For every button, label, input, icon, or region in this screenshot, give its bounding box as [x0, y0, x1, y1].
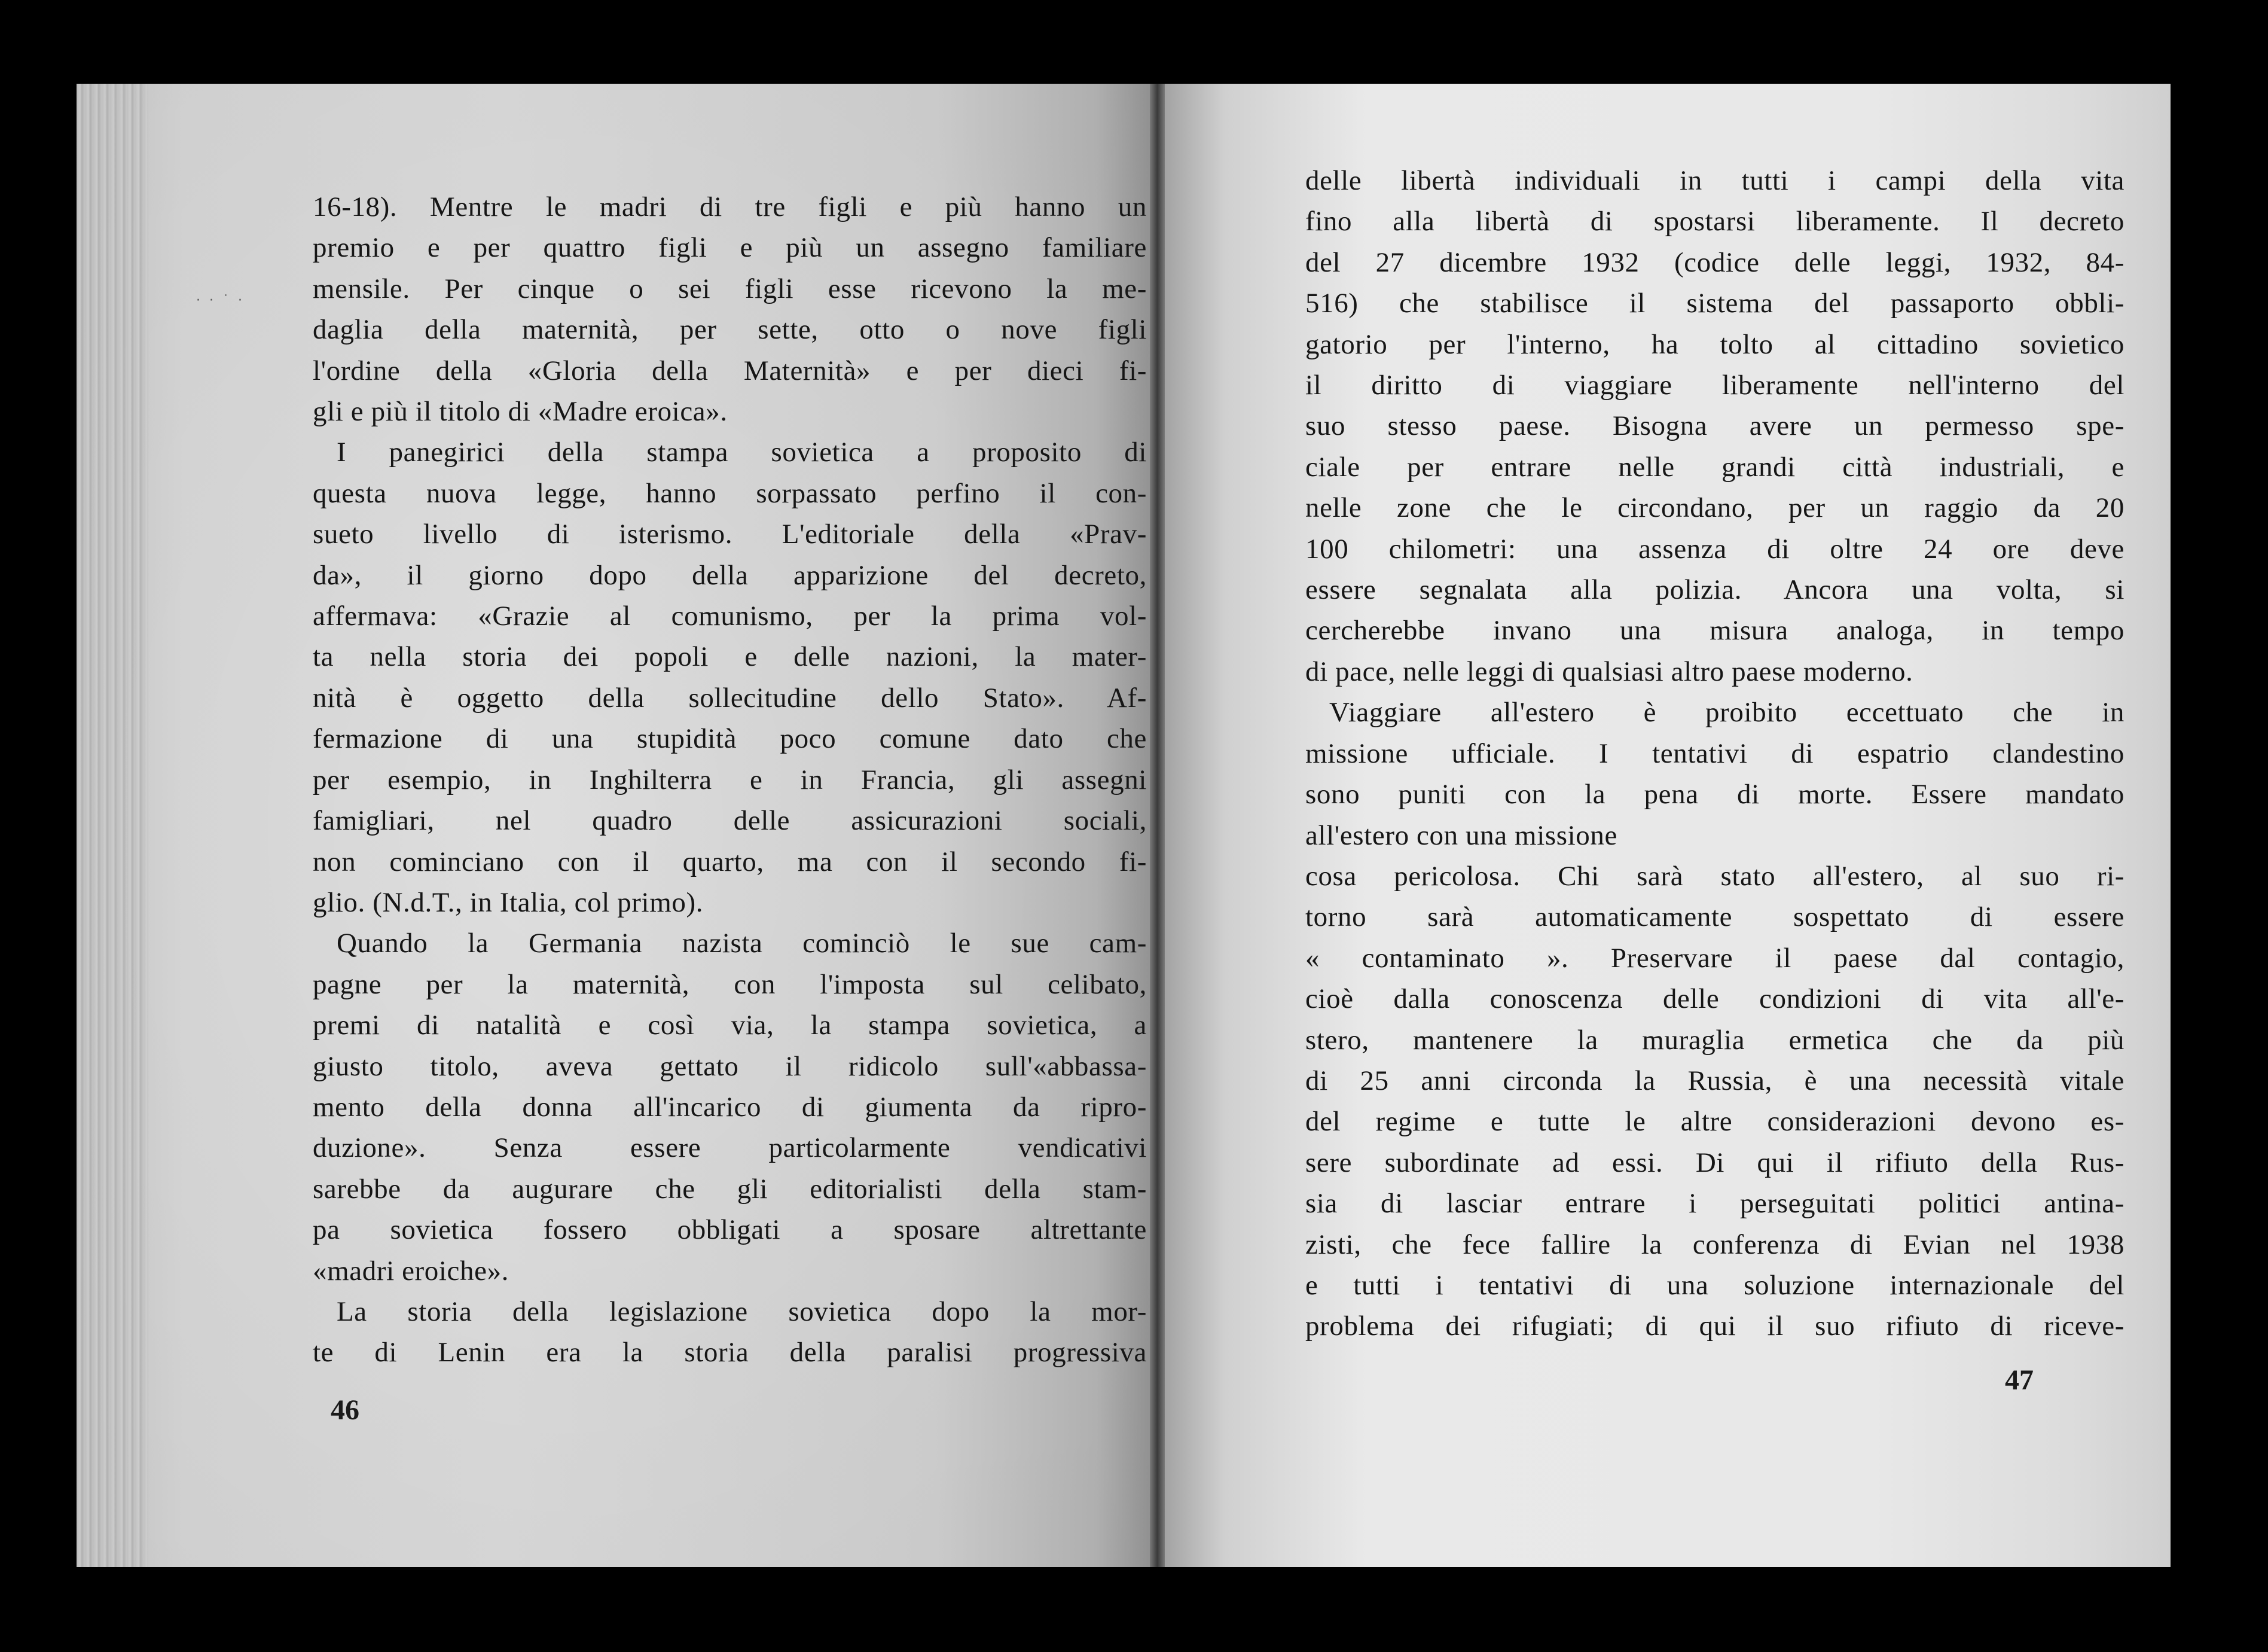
- text-line: di pace, nelle leggi di qualsiasi altro paese moderno.: [1305, 656, 1913, 687]
- text-line: del regime e tutte le altre considerazioni devono es-: [1305, 1106, 2124, 1138]
- book-gutter: [1150, 84, 1165, 1567]
- page-stack-edge: [77, 84, 148, 1567]
- text-line: premio e per quattro figli e più un assegno familiare: [313, 232, 1147, 264]
- text-line: da», il giorno dopo della apparizione del decreto,: [313, 559, 1147, 591]
- text-line: sono puniti con la pena di morte. Essere mandato: [1305, 779, 2124, 810]
- left-page-number: 46: [331, 1394, 359, 1426]
- text-line: zisti, che fece fallire la conferenza di Evian nel 1938: [1305, 1229, 2124, 1260]
- text-line: ta nella storia dei popoli e delle nazioni, la mater-: [313, 641, 1147, 673]
- text-line: sia di lasciar entrare i perseguitati politici antina-: [1305, 1188, 2124, 1220]
- text-line: Quando la Germania nazista cominciò le sue cam-: [337, 928, 1147, 959]
- text-line: Viaggiare all'estero è proibito eccettuato che in: [1329, 697, 2124, 729]
- text-line: nelle zone che le circondano, per un raggio da 20: [1305, 492, 2124, 524]
- text-line: «madri eroiche».: [313, 1255, 509, 1287]
- text-line: e tutti i tentativi di una soluzione internazionale del: [1305, 1269, 2124, 1301]
- left-page-text: [313, 187, 1147, 1373]
- text-line: cioè dalla conoscenza delle condizioni di vita all'e-: [1305, 983, 2124, 1015]
- text-line: gatorio per l'interno, ha tolto al cittadino sovietico: [1305, 328, 2124, 360]
- text-line: questa nuova legge, hanno sorpassato perfino il con-: [313, 477, 1147, 509]
- text-line: il diritto di viaggiare liberamente nell'interno del: [1305, 370, 2124, 401]
- text-line: pagne per la maternità, con l'imposta sul celibato,: [313, 968, 1147, 1000]
- text-line: mento della donna all'incarico di giumenta da ripro-: [313, 1091, 1147, 1123]
- right-page-text: [1305, 160, 2124, 1347]
- right-page: [1165, 84, 2171, 1567]
- text-line: ciale per entrare nelle grandi città industriali, e: [1305, 451, 2124, 483]
- text-line: nità è oggetto della sollecitudine dello Stato». Af-: [313, 682, 1147, 714]
- text-line: fino alla libertà di spostarsi liberamente. Il decreto: [1305, 206, 2124, 237]
- text-line: te di Lenin era la storia della paralisi progressiva: [313, 1337, 1147, 1368]
- text-line: essere segnalata alla polizia. Ancora una volta, si: [1305, 574, 2124, 606]
- right-page-number: 47: [2005, 1364, 2034, 1396]
- text-line: 516) che stabilisce il sistema del passaporto obbli-: [1305, 288, 2124, 319]
- text-line: cercherebbe invano una misura analoga, in tempo: [1305, 615, 2124, 647]
- text-line: di 25 anni circonda la Russia, è una necessità vitale: [1305, 1065, 2124, 1096]
- scan-speckle: · · ˙ ·: [196, 293, 245, 308]
- text-line: per esempio, in Inghilterra e in Francia, gli assegni: [313, 764, 1147, 795]
- text-line: affermava: «Grazie al comunismo, per la prima vol-: [313, 601, 1147, 632]
- text-line: 16-18). Mentre le madri di tre figli e più hanno un: [313, 191, 1147, 222]
- text-line: daglia della maternità, per sette, otto o nove figli: [313, 314, 1147, 346]
- left-page: [77, 84, 1150, 1567]
- text-line: pa sovietica fossero obbligati a sposare altrettante: [313, 1214, 1147, 1246]
- text-line: I panegirici della stampa sovietica a proposito di: [337, 437, 1147, 468]
- text-line: cosa pericolosa. Chi sarà stato all'estero, al suo ri-: [1305, 860, 2124, 892]
- text-line: premi di natalità e così via, la stampa sovietica, a: [313, 1010, 1147, 1041]
- text-line: delle libertà individuali in tutti i campi della vita: [1305, 165, 2124, 196]
- text-line: stero, mantenere la muraglia ermetica che da più: [1305, 1024, 2124, 1056]
- text-line: problema dei rifugiati; di qui il suo rifiuto di riceve-: [1305, 1310, 2124, 1342]
- text-line: sarebbe da augurare che gli editorialisti della stam-: [313, 1173, 1147, 1205]
- text-line: glio. (N.d.T., in Italia, col primo).: [313, 886, 704, 918]
- text-line: giusto titolo, aveva gettato il ridicolo sull'«abbassa-: [313, 1050, 1147, 1082]
- text-line: del 27 dicembre 1932 (codice delle leggi, 1932, 84-: [1305, 246, 2124, 278]
- text-line: l'ordine della «Gloria della Maternità» e per dieci fi-: [313, 355, 1147, 386]
- text-line: sere subordinate ad essi. Di qui il rifiuto della Rus-: [1305, 1147, 2124, 1178]
- text-line: torno sarà automaticamente sospettato di essere: [1305, 901, 2124, 933]
- text-line: famigliari, nel quadro delle assicurazioni sociali,: [313, 805, 1147, 837]
- text-line: gli e più il titolo di «Madre eroica».: [313, 396, 728, 428]
- text-line: sueto livello di isterismo. L'editoriale della «Prav-: [313, 519, 1147, 550]
- text-line: « contaminato ». Preservare il paese dal contagio,: [1305, 942, 2124, 974]
- text-line: duzione». Senza essere particolarmente vendicativi: [313, 1132, 1147, 1164]
- text-line: all'estero con una missione: [1305, 819, 1617, 851]
- scanned-book-spread: [77, 84, 2171, 1567]
- text-line: fermazione di una stupidità poco comune dato che: [313, 723, 1147, 755]
- text-line: non cominciano con il quarto, ma con il secondo fi-: [313, 846, 1147, 877]
- text-line: mensile. Per cinque o sei figli esse ricevono la me-: [313, 273, 1147, 304]
- text-line: missione ufficiale. I tentativi di espatrio clandestino: [1305, 737, 2124, 769]
- text-line: suo stesso paese. Bisogna avere un permesso spe-: [1305, 410, 2124, 442]
- text-line: 100 chilometri: una assenza di oltre 24 ore deve: [1305, 533, 2124, 565]
- text-line: La storia della legislazione sovietica dopo la mor-: [337, 1296, 1147, 1327]
